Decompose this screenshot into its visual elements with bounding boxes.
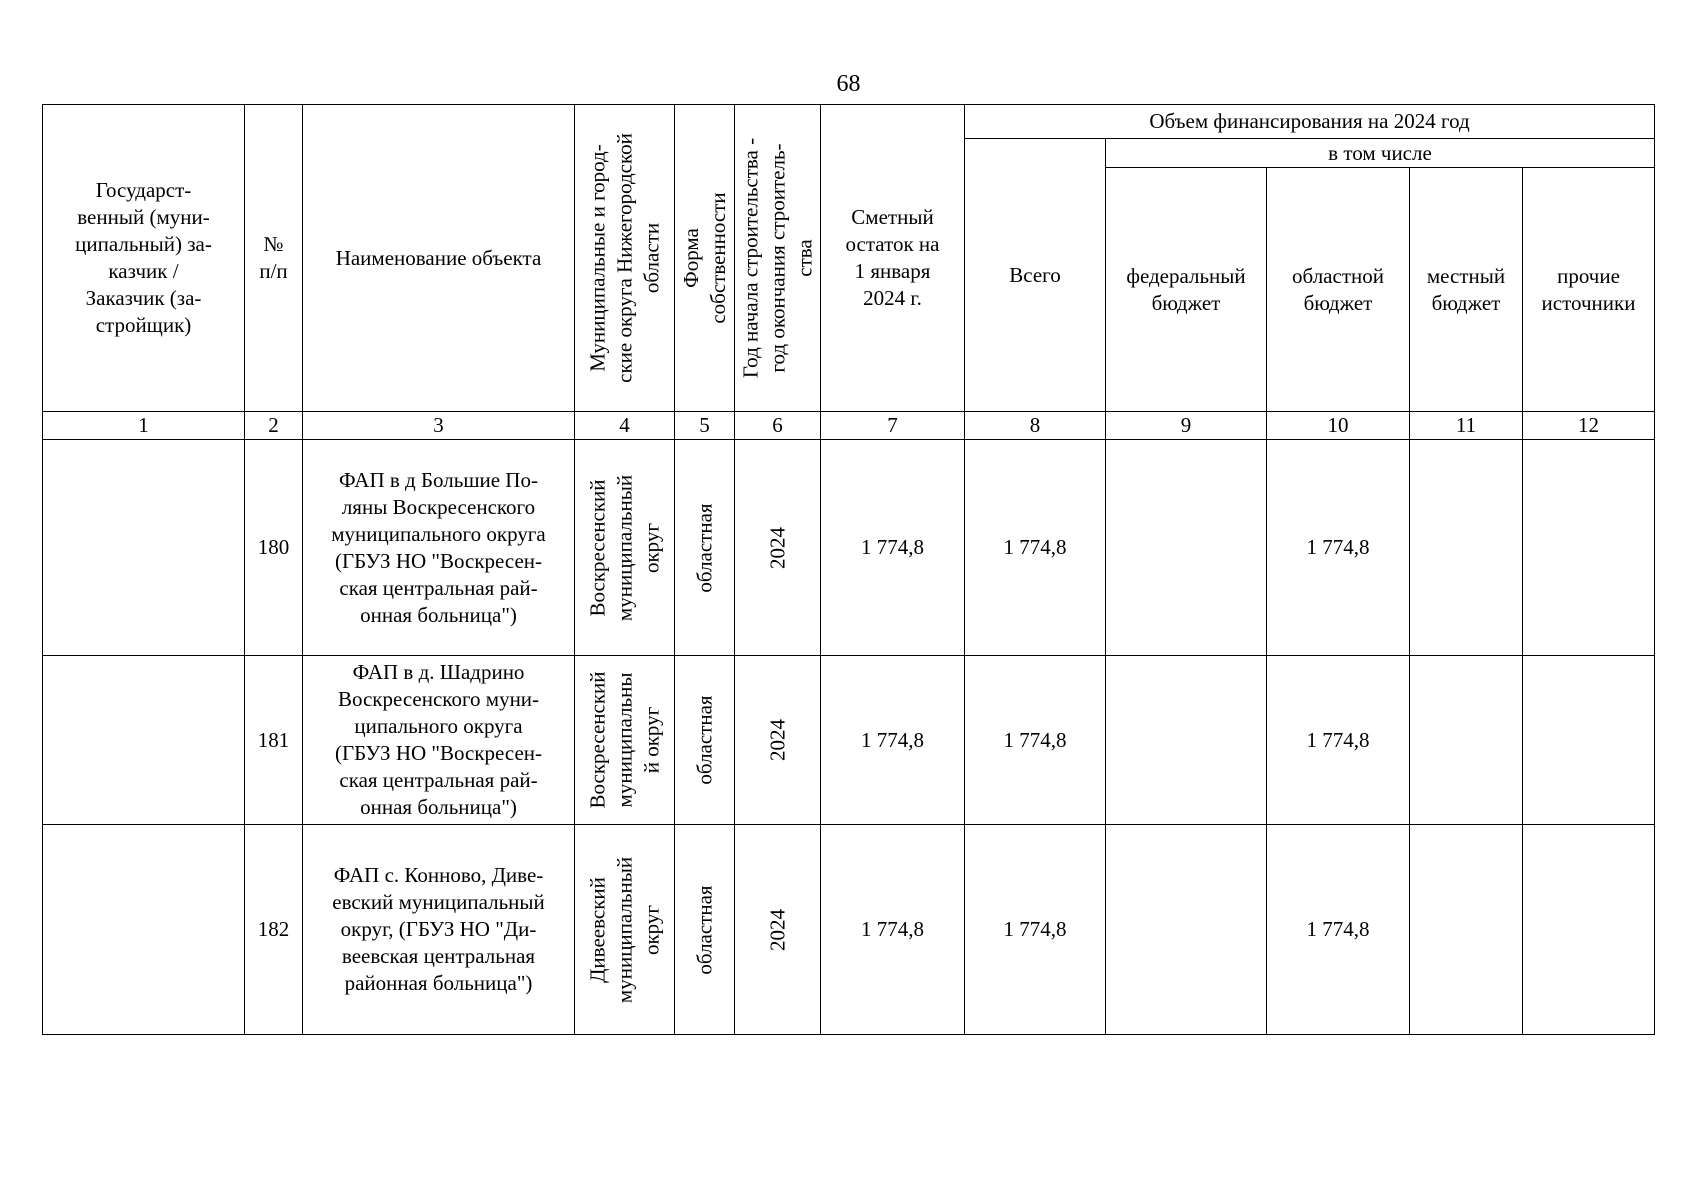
other-cell <box>1523 656 1655 825</box>
object-name: ФАП в д Большие По- ляны Воскресенского муниципального округа (ГБУЗ НО "Воскресен- ская центральная рай- онная больница") <box>303 440 575 656</box>
column-number: 4 <box>575 412 675 440</box>
column-number-row <box>43 412 1655 440</box>
row-number: 180 <box>245 440 303 656</box>
remaining-cell: 1 774,8 <box>821 440 965 656</box>
table-row <box>43 825 1655 1035</box>
header-customer: Государст- венный (муни- ципальный) за- казчик / Заказчик (за- стройщик) <box>43 105 245 412</box>
federal-cell <box>1106 440 1267 656</box>
header-including: в том числе <box>1106 139 1655 168</box>
column-number: 10 <box>1267 412 1410 440</box>
regional-cell: 1 774,8 <box>1267 440 1410 656</box>
years-cell: 2024 <box>735 656 821 825</box>
column-number: 2 <box>245 412 303 440</box>
total-cell: 1 774,8 <box>965 656 1106 825</box>
column-number: 8 <box>965 412 1106 440</box>
page-number: 68 <box>836 71 861 97</box>
local-cell <box>1410 825 1523 1035</box>
municipal-cell: Дивеевский муниципальный округ <box>575 825 675 1035</box>
total-cell: 1 774,8 <box>965 440 1106 656</box>
header-regional: областной бюджет <box>1267 168 1410 412</box>
header-remaining: Сметный остаток на 1 января 2024 г. <box>821 105 965 412</box>
table-row <box>43 656 1655 825</box>
column-number: 6 <box>735 412 821 440</box>
table-row <box>43 440 1655 656</box>
column-number: 3 <box>303 412 575 440</box>
header-local: местный бюджет <box>1410 168 1523 412</box>
column-number: 11 <box>1410 412 1523 440</box>
federal-cell <box>1106 656 1267 825</box>
years-cell: 2024 <box>735 440 821 656</box>
customer-cell <box>43 825 245 1035</box>
years-cell: 2024 <box>735 825 821 1035</box>
regional-cell: 1 774,8 <box>1267 825 1410 1035</box>
funding-table <box>42 104 1655 1035</box>
column-number: 12 <box>1523 412 1655 440</box>
header-row-number: № п/п <box>245 105 303 412</box>
remaining-cell: 1 774,8 <box>821 656 965 825</box>
remaining-cell: 1 774,8 <box>821 825 965 1035</box>
column-number: 5 <box>675 412 735 440</box>
row-number: 182 <box>245 825 303 1035</box>
object-name: ФАП с. Конново, Диве- евский муниципальный округ, (ГБУЗ НО "Ди- веевская центральная районная больница") <box>303 825 575 1035</box>
column-number: 1 <box>43 412 245 440</box>
header-years: Год начала строительства - год окончания строитель- ства <box>735 105 821 412</box>
ownership-cell: областная <box>675 656 735 825</box>
object-name: ФАП в д. Шадрино Воскресенского муни- ципального округа (ГБУЗ НО "Воскресен- ская центральная рай- онная больница") <box>303 656 575 825</box>
header-funding-title: Объем финансирования на 2024 год <box>965 105 1655 139</box>
header-total: Всего <box>965 139 1106 412</box>
other-cell <box>1523 825 1655 1035</box>
total-cell: 1 774,8 <box>965 825 1106 1035</box>
customer-cell <box>43 656 245 825</box>
other-cell <box>1523 440 1655 656</box>
municipal-cell: Воскресенский муниципальный округ <box>575 440 675 656</box>
municipal-cell: Воскресенский муниципальны й округ <box>575 656 675 825</box>
header-municipal: Муниципальные и город- ские округа Нижегородской области <box>575 105 675 412</box>
local-cell <box>1410 440 1523 656</box>
federal-cell <box>1106 825 1267 1035</box>
header-federal: федеральный бюджет <box>1106 168 1267 412</box>
header-ownership: Форма собственности <box>675 105 735 412</box>
ownership-cell: областная <box>675 825 735 1035</box>
row-number: 181 <box>245 656 303 825</box>
header-object-name: Наименование объекта <box>303 105 575 412</box>
customer-cell <box>43 440 245 656</box>
ownership-cell: областная <box>675 440 735 656</box>
header-other: прочие источники <box>1523 168 1655 412</box>
column-number: 9 <box>1106 412 1267 440</box>
column-number: 7 <box>821 412 965 440</box>
local-cell <box>1410 656 1523 825</box>
regional-cell: 1 774,8 <box>1267 656 1410 825</box>
